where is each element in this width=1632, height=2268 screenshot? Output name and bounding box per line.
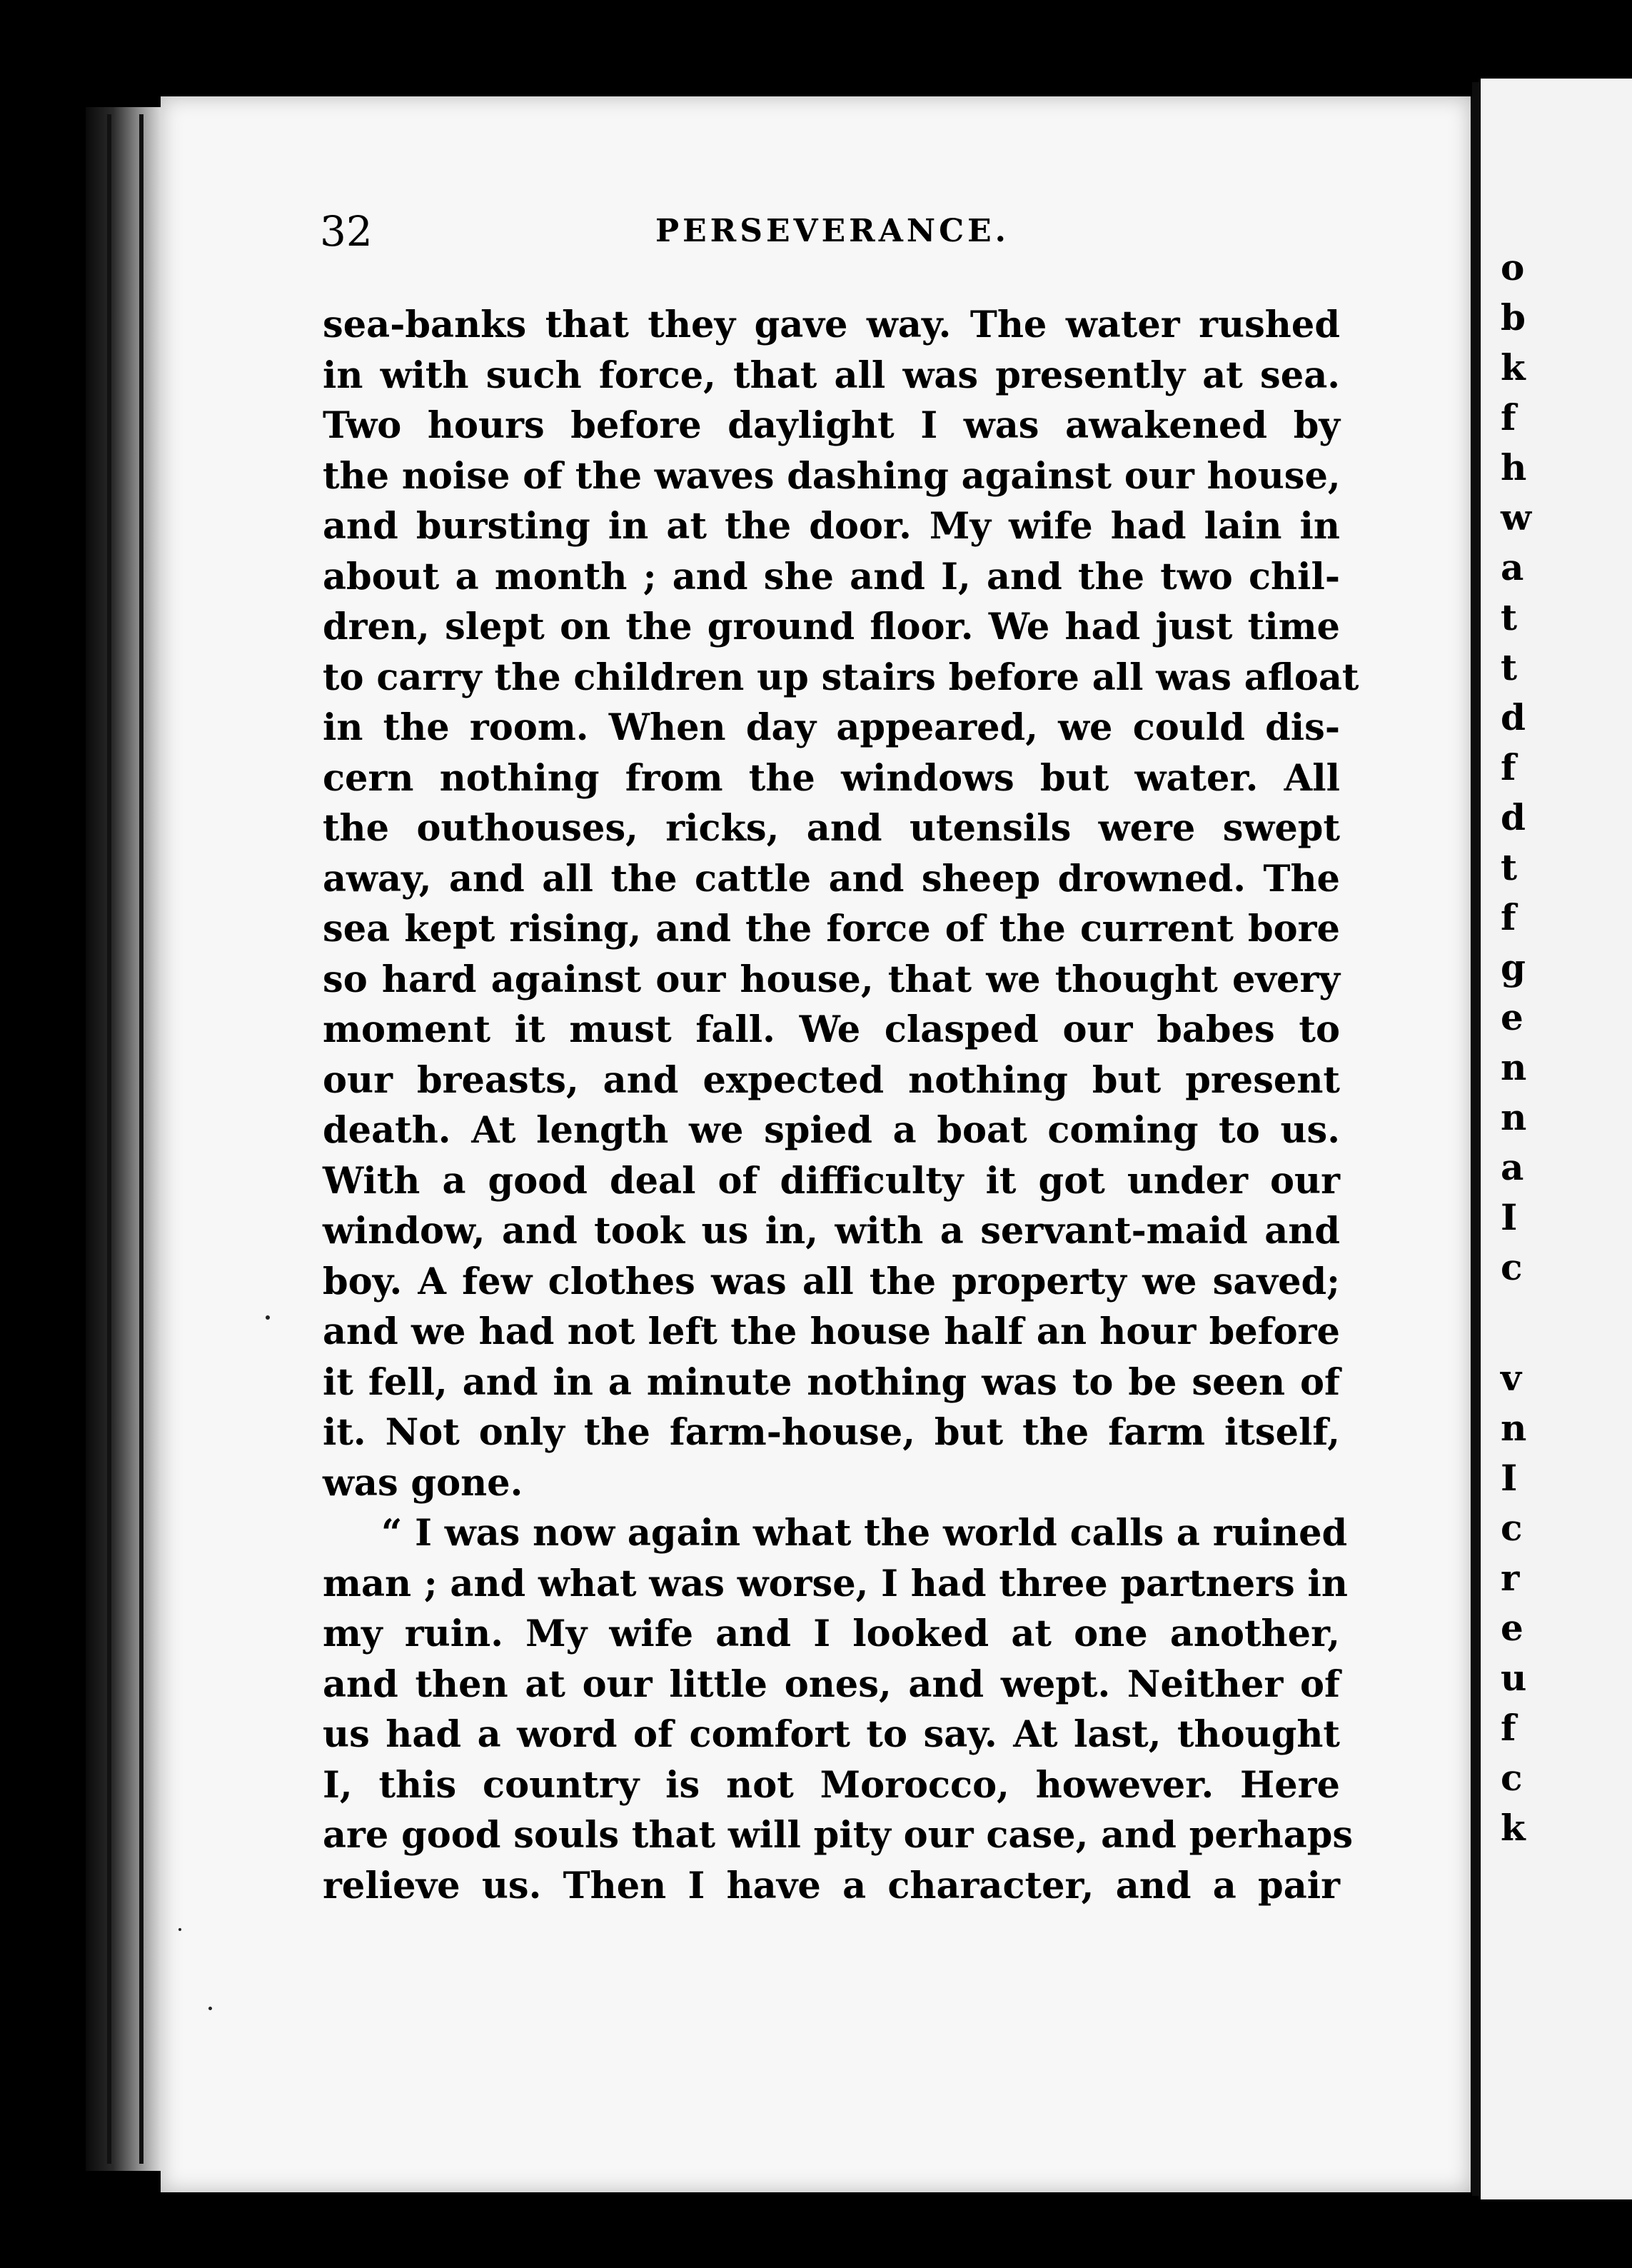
text-line: “ I was now again what the world calls a ruined bbox=[381, 1512, 1348, 1555]
text-line: sea kept rising, and the force of the current bore bbox=[323, 908, 1340, 950]
facing-page-letter: k bbox=[1501, 1807, 1526, 1849]
text-line: Two hours before daylight I was awakened by bbox=[323, 404, 1340, 447]
text-line: man ; and what was worse, I had three partners in bbox=[323, 1562, 1348, 1605]
text-line: it. Not only the farm-house, but the farm itself, bbox=[323, 1411, 1340, 1454]
facing-page-letter: t bbox=[1501, 846, 1518, 888]
text-line: about a month ; and she and I, and the two chil- bbox=[323, 555, 1340, 598]
text-line: us had a word of comfort to say. At last, thought bbox=[323, 1713, 1340, 1756]
text-line: was gone. bbox=[323, 1461, 523, 1505]
text-line: so hard against our house, that we thought every bbox=[323, 958, 1340, 1001]
page-gutter bbox=[1472, 82, 1479, 2196]
text-line: With a good deal of difficulty it got under our bbox=[323, 1159, 1340, 1203]
text-line: dren, slept on the ground floor. We had just time bbox=[323, 606, 1340, 648]
facing-page-letter: n bbox=[1501, 1096, 1527, 1138]
facing-page-letter: e bbox=[1501, 996, 1523, 1038]
text-line: I, this country is not Morocco, however. Here bbox=[323, 1763, 1340, 1807]
facing-page-edge bbox=[1481, 79, 1632, 2199]
text-line: in with such force, that all was presently at sea. bbox=[323, 353, 1340, 397]
text-line: to carry the children up stairs before all was afloat bbox=[323, 656, 1359, 699]
facing-page-letter: f bbox=[1501, 896, 1516, 938]
facing-page-letter: c bbox=[1501, 1507, 1523, 1549]
book-binding-edge bbox=[86, 107, 164, 2171]
print-speck bbox=[178, 1928, 181, 1931]
facing-page-letter: w bbox=[1501, 496, 1532, 538]
facing-page-letter: v bbox=[1501, 1357, 1522, 1399]
facing-page-letter: d bbox=[1501, 796, 1526, 838]
text-line: in the room. When day appeared, we could dis- bbox=[323, 706, 1340, 749]
text-line: and we had not left the house half an hour before bbox=[323, 1310, 1340, 1353]
facing-page-letter: a bbox=[1501, 546, 1524, 588]
page-number: 32 bbox=[320, 207, 373, 256]
facing-page-letter: d bbox=[1501, 696, 1526, 738]
facing-page-letter: f bbox=[1501, 396, 1516, 438]
text-line: are good souls that will pity our case, and perhaps bbox=[323, 1814, 1354, 1857]
facing-page-letter: b bbox=[1501, 296, 1526, 338]
facing-page-letter: c bbox=[1501, 1246, 1523, 1288]
facing-page-letter: I bbox=[1501, 1457, 1518, 1499]
text-line: and bursting in at the door. My wife had lain in bbox=[323, 505, 1340, 548]
text-line: it fell, and in a minute nothing was to be seen of bbox=[323, 1360, 1340, 1404]
text-line: sea-banks that they gave way. The water rushed bbox=[323, 303, 1340, 346]
facing-page-letter: u bbox=[1501, 1657, 1527, 1699]
text-line: relieve us. Then I have a character, and a pair bbox=[323, 1864, 1340, 1907]
facing-page-letter: f bbox=[1501, 746, 1516, 788]
facing-page-letter: n bbox=[1501, 1407, 1527, 1449]
text-line: the noise of the waves dashing against our house, bbox=[323, 454, 1341, 498]
page-header bbox=[320, 207, 1351, 257]
binding-shadow-line bbox=[139, 114, 143, 2164]
facing-page-letter: h bbox=[1501, 446, 1527, 488]
facing-page-letter: f bbox=[1501, 1707, 1516, 1749]
body-text bbox=[323, 300, 1359, 1911]
facing-page-letter: r bbox=[1501, 1557, 1520, 1599]
text-line: our breasts, and expected nothing but present bbox=[323, 1058, 1340, 1102]
facing-page-letter: e bbox=[1501, 1607, 1523, 1649]
print-speck bbox=[266, 1315, 270, 1320]
text-line: window, and took us in, with a servant-maid and bbox=[323, 1210, 1340, 1253]
facing-page-letter: g bbox=[1501, 946, 1526, 988]
text-line: moment it must fall. We clasped our babes to bbox=[323, 1008, 1340, 1051]
facing-page-letter: I bbox=[1501, 1196, 1518, 1238]
print-speck bbox=[208, 2007, 212, 2010]
text-line: and then at our little ones, and wept. Neither of bbox=[323, 1662, 1340, 1706]
text-line: the outhouses, ricks, and utensils were swept bbox=[323, 807, 1340, 850]
text-line: boy. A few clothes was all the property we saved; bbox=[323, 1260, 1340, 1303]
running-head: PERSEVERANCE. bbox=[655, 213, 1009, 249]
facing-page-letter: c bbox=[1501, 1757, 1523, 1799]
text-line: death. At length we spied a boat coming to us. bbox=[323, 1109, 1340, 1152]
facing-page-letter: o bbox=[1501, 246, 1525, 288]
text-line: cern nothing from the windows but water. All bbox=[323, 756, 1340, 800]
binding-shadow-line bbox=[107, 114, 111, 2164]
facing-page-letter: k bbox=[1501, 346, 1526, 388]
facing-page-letter: t bbox=[1501, 596, 1518, 638]
facing-page-letter: n bbox=[1501, 1046, 1527, 1088]
text-line: my ruin. My wife and I looked at one another, bbox=[323, 1612, 1340, 1655]
facing-page-letter: a bbox=[1501, 1146, 1524, 1188]
text-line: away, and all the cattle and sheep drowned. The bbox=[323, 857, 1340, 900]
facing-page-letter: t bbox=[1501, 646, 1518, 688]
